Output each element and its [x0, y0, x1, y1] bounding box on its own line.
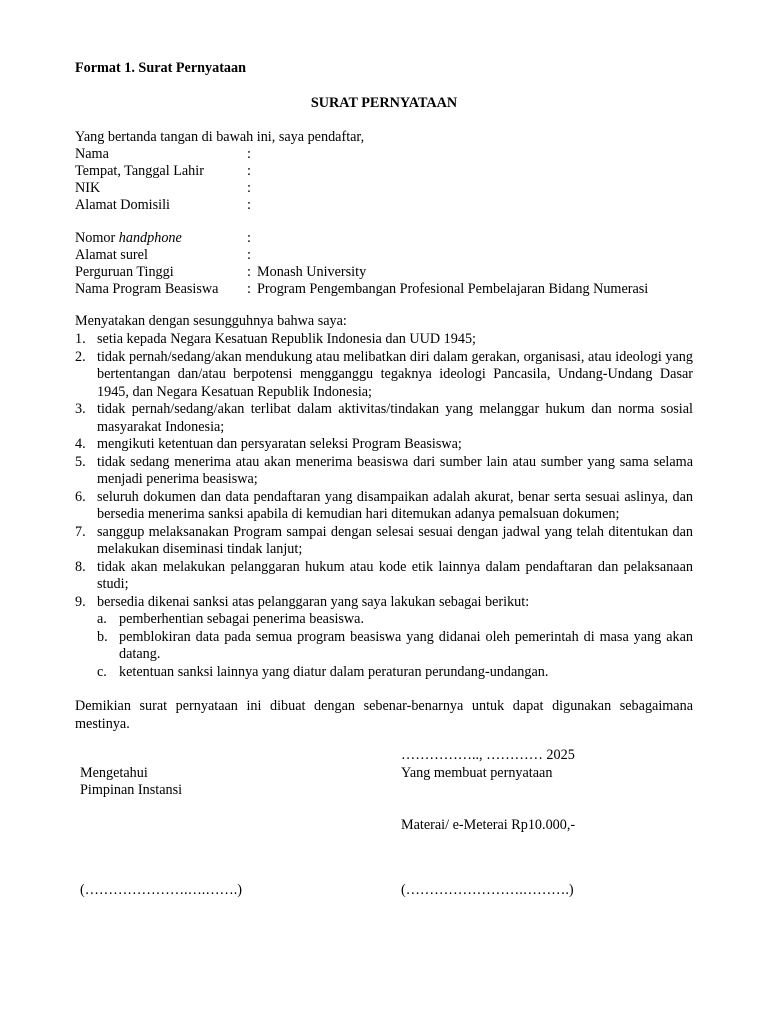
intro-text: Yang bertanda tangan di bawah ini, saya pendaftar, — [75, 129, 365, 145]
item-number: 8. — [75, 558, 86, 575]
field-separator: : — [247, 146, 251, 162]
field-value: Program Pengembangan Profesional Pembelajaran Bidang Numerasi — [257, 281, 649, 297]
stamp-duty-label: Materai/ e-Meterai Rp10.000,- — [401, 817, 576, 833]
field-label: NIK — [75, 180, 101, 196]
sub-list-item — [97, 664, 693, 682]
field-label: Perguruan Tinggi — [75, 264, 174, 280]
field-value: Monash University — [257, 264, 367, 280]
sub-item-letter: c. — [97, 663, 107, 680]
item-number: 3. — [75, 401, 86, 417]
sub-list-item — [97, 629, 693, 664]
field-label-italic: handphone — [118, 230, 182, 246]
field-separator: : — [247, 230, 251, 246]
item-text: tidak akan melakukan pelanggaran hukum atau kode etik lainnya dalam pendaftaran dan pelaksanaan studi; — [97, 558, 693, 592]
sub-item-text: pemblokiran data pada semua program beasiswa yang didanai oleh pemerintah di masa yang akan datang. — [119, 628, 693, 662]
signature-known-label: Mengetahui — [80, 765, 148, 781]
field-nama-program-beasiswa — [75, 281, 715, 299]
field-label: Alamat Domisili — [75, 197, 170, 213]
list-item — [75, 489, 693, 524]
field-separator: : — [247, 264, 251, 280]
item-number: 6. — [75, 488, 86, 505]
item-text: sanggup melaksanakan Program sampai dengan selesai sesuai dengan jadwal yang telah ditentukan dan melakukan diseminasi tindak lanjut; — [97, 523, 693, 557]
sub-item-text: ketentuan sanksi lainnya yang diatur dalam peraturan perundang-undangan. — [119, 663, 549, 680]
field-perguruan-tinggi — [75, 264, 715, 282]
field-nomor-handphone — [75, 230, 715, 248]
field-separator: : — [247, 180, 251, 196]
signature-line-right: (…………………….……….) — [401, 882, 574, 898]
item-text: setia kepada Negara Kesatuan Republik Indonesia dan UUD 1945; — [97, 331, 477, 347]
field-tempat-tanggal-lahir — [75, 163, 715, 181]
signature-date-line: …………….., ………… 2025 — [401, 747, 575, 763]
field-separator: : — [247, 247, 251, 263]
signature-line-left: (………………….….…….) — [80, 882, 242, 898]
sub-item-text: pemberhentian sebagai penerima beasiswa. — [119, 611, 365, 627]
field-nama — [75, 146, 715, 164]
field-label: Tempat, Tanggal Lahir — [75, 163, 204, 179]
list-item — [75, 349, 693, 402]
field-label: Nama — [75, 146, 109, 162]
signature-maker-label: Yang membuat pernyataan — [401, 765, 553, 781]
item-text: tidak pernah/sedang/akan mendukung atau melibatkan diri dalam gerakan, organisasi, atau ideologi yang bertentangan dan/atau berpotensi mengganggu tegaknya ideologi Pancasila, Undang-Undang Dasar 1945, dan Negara Kesatuan Republik Indonesia; — [97, 348, 693, 400]
item-number: 7. — [75, 523, 86, 540]
item-text: mengikuti ketentuan dan persyaratan seleksi Program Beasiswa; — [97, 436, 462, 452]
list-item — [75, 594, 693, 682]
item-number: 5. — [75, 453, 86, 470]
signature-head-label: Pimpinan Instansi — [80, 782, 183, 798]
item-number: 9. — [75, 593, 86, 610]
list-item — [75, 524, 693, 559]
list-item — [75, 331, 693, 349]
closing-paragraph: Demikian surat pernyataan ini dibuat dengan sebenar-benarnya untuk dapat digunakan sebagaimana mestinya. — [75, 698, 693, 732]
sub-item-letter: a. — [97, 611, 107, 627]
item-text: tidak pernah/sedang/akan terlibat dalam aktivitas/tindakan yang melanggar hukum dan norma sosial masyarakat Indonesia; — [97, 401, 693, 435]
format-title: Format 1. Surat Pernyataan — [75, 60, 247, 76]
field-label-prefix: Nomor — [75, 230, 119, 246]
sub-list-item — [97, 611, 693, 629]
document-title: SURAT PERNYATAAN — [310, 95, 458, 111]
item-text: bersedia dikenai sanksi atas pelanggaran yang saya lakukan sebagai berikut: — [97, 593, 530, 610]
declaration-list — [75, 331, 693, 681]
item-number: 1. — [75, 331, 86, 347]
field-separator: : — [247, 163, 251, 179]
sub-item-letter: b. — [97, 628, 108, 645]
field-alamat-domisili — [75, 197, 715, 215]
list-item — [75, 436, 693, 454]
field-label: Alamat surel — [75, 247, 148, 263]
field-alamat-surel — [75, 247, 715, 265]
item-number: 4. — [75, 436, 86, 452]
field-nik — [75, 180, 715, 198]
declaration-intro: Menyatakan dengan sesungguhnya bahwa saya: — [75, 313, 347, 329]
list-item — [75, 454, 693, 489]
item-number: 2. — [75, 348, 86, 365]
list-item — [75, 401, 693, 436]
item-text: seluruh dokumen dan data pendaftaran yang disampaikan adalah akurat, benar serta sesuai aslinya, dan bersedia menerima sanksi apabila di kemudian hari ditemukan adanya pemalsuan dokumen; — [97, 488, 693, 522]
field-separator: : — [247, 281, 251, 297]
field-label: Nama Program Beasiswa — [75, 281, 219, 297]
field-separator: : — [247, 197, 251, 213]
field-label — [75, 230, 182, 248]
list-item — [75, 559, 693, 594]
item-text: tidak sedang menerima atau akan menerima beasiswa dari sumber lain atau sumber yang sama selama menjadi penerima beasiswa; — [97, 453, 693, 487]
